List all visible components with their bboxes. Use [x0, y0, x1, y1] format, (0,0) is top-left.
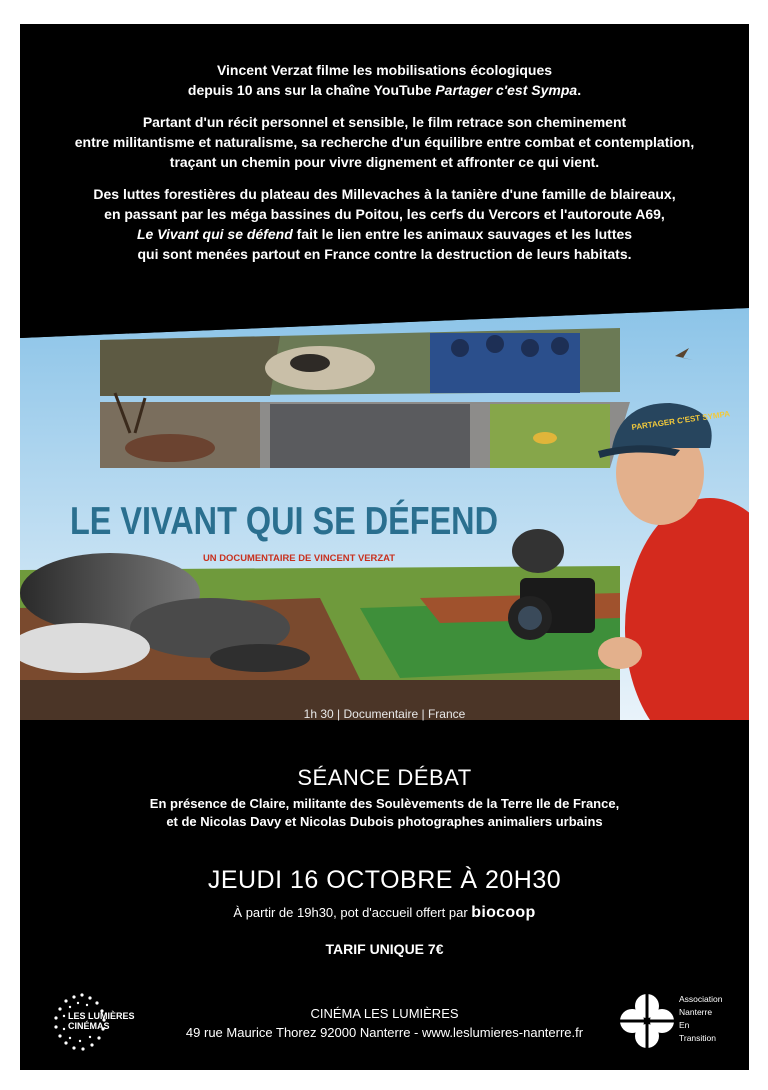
intro-p2-line3: traçant un chemin pour vivre dignement et affronter ce qui vient. — [169, 154, 600, 170]
association-logo — [617, 991, 737, 1057]
intro-p1-line1: Vincent Verzat filme les mobilisations écologiques — [216, 62, 553, 78]
cinema-name: CINÉMA LES LUMIÈRES — [310, 1006, 459, 1021]
debate-description — [20, 795, 749, 831]
logo-right-line4: Transition — [679, 1033, 717, 1043]
intro-paragraph-2 — [20, 112, 749, 172]
poster-illustration — [20, 308, 749, 720]
logo-right-line3: En — [679, 1020, 690, 1030]
debate-line-2: et de Nicolas Davy et Nicolas Dubois photographes animaliers urbains — [166, 814, 603, 829]
intro-p2-line2: entre militantisme et naturalisme, sa recherche d'un équilibre entre combat et contemplation, — [74, 134, 695, 150]
price: TARIF UNIQUE 7€ — [325, 941, 444, 957]
biocoop-logo: biocoop — [471, 904, 536, 921]
film-title: LE VIVANT QUI SE DÉFEND — [70, 500, 585, 543]
debate-line-1: En présence de Claire, militante des Soulèvements de la Terre Ile de France, — [149, 796, 620, 811]
logo-left-line1: LES LUMIÈRES — [68, 1011, 135, 1021]
police-clash-image — [270, 404, 470, 468]
logo-right-line2: Nanterre — [679, 1007, 713, 1017]
film-info: 1h 30 | Documentaire | France — [303, 707, 466, 721]
intro-p3-line4: qui sont menées partout en France contre la destruction de leurs habitats. — [137, 246, 632, 262]
intro-p3-line2: en passant par les méga bassines du Poitou, les cerfs du Vercors et l'autoroute A69, — [104, 206, 665, 222]
welcome-text: À partir de 19h30, pot d'accueil offert par — [233, 905, 472, 920]
youtube-channel-name: Partager c'est Sympa — [435, 82, 578, 98]
cinema-address: 49 rue Maurice Thorez 92000 Nanterre - www.leslumieres-nanterre.fr — [185, 1025, 584, 1040]
association-logo-text — [679, 993, 722, 1045]
deer-image — [125, 434, 215, 462]
intro-paragraph-3 — [20, 184, 749, 264]
intro-p1-line2: depuis 10 ans sur la chaîne YouTube — [187, 82, 436, 98]
film-title-italic: Le Vivant qui se défend — [136, 226, 293, 242]
intro-p1-line2-end: . — [577, 82, 582, 98]
intro-p3-line3: fait le lien entre les animaux sauvages et les luttes — [292, 226, 633, 242]
microphone — [512, 529, 564, 573]
clover-icon — [617, 991, 677, 1051]
intro-p3-line1: Des luttes forestières du plateau des Millevaches à la tanière d'une famille de blaireaux, — [93, 186, 676, 202]
welcome-drink-info — [20, 904, 749, 922]
intro-paragraph-1 — [20, 60, 749, 100]
film-subtitle: UN DOCUMENTAIRE DE VINCENT VERZAT — [203, 553, 396, 564]
debate-title: SÉANCE DÉBAT — [297, 765, 472, 790]
logo-right-line1: Association — [679, 994, 723, 1004]
poster — [20, 24, 749, 1070]
cap-text: PARTAGER C'EST SYMPA — [631, 409, 731, 432]
intro-text — [20, 60, 749, 276]
filmmaker-hand — [598, 637, 642, 669]
poster-image — [20, 308, 749, 720]
logo-left-line2: CINÉMAS — [68, 1021, 110, 1031]
intro-p2-line1: Partant d'un récit personnel et sensible, le film retrace son cheminement — [142, 114, 627, 130]
event-date: JEUDI 16 OCTOBRE À 20H30 — [207, 866, 562, 894]
